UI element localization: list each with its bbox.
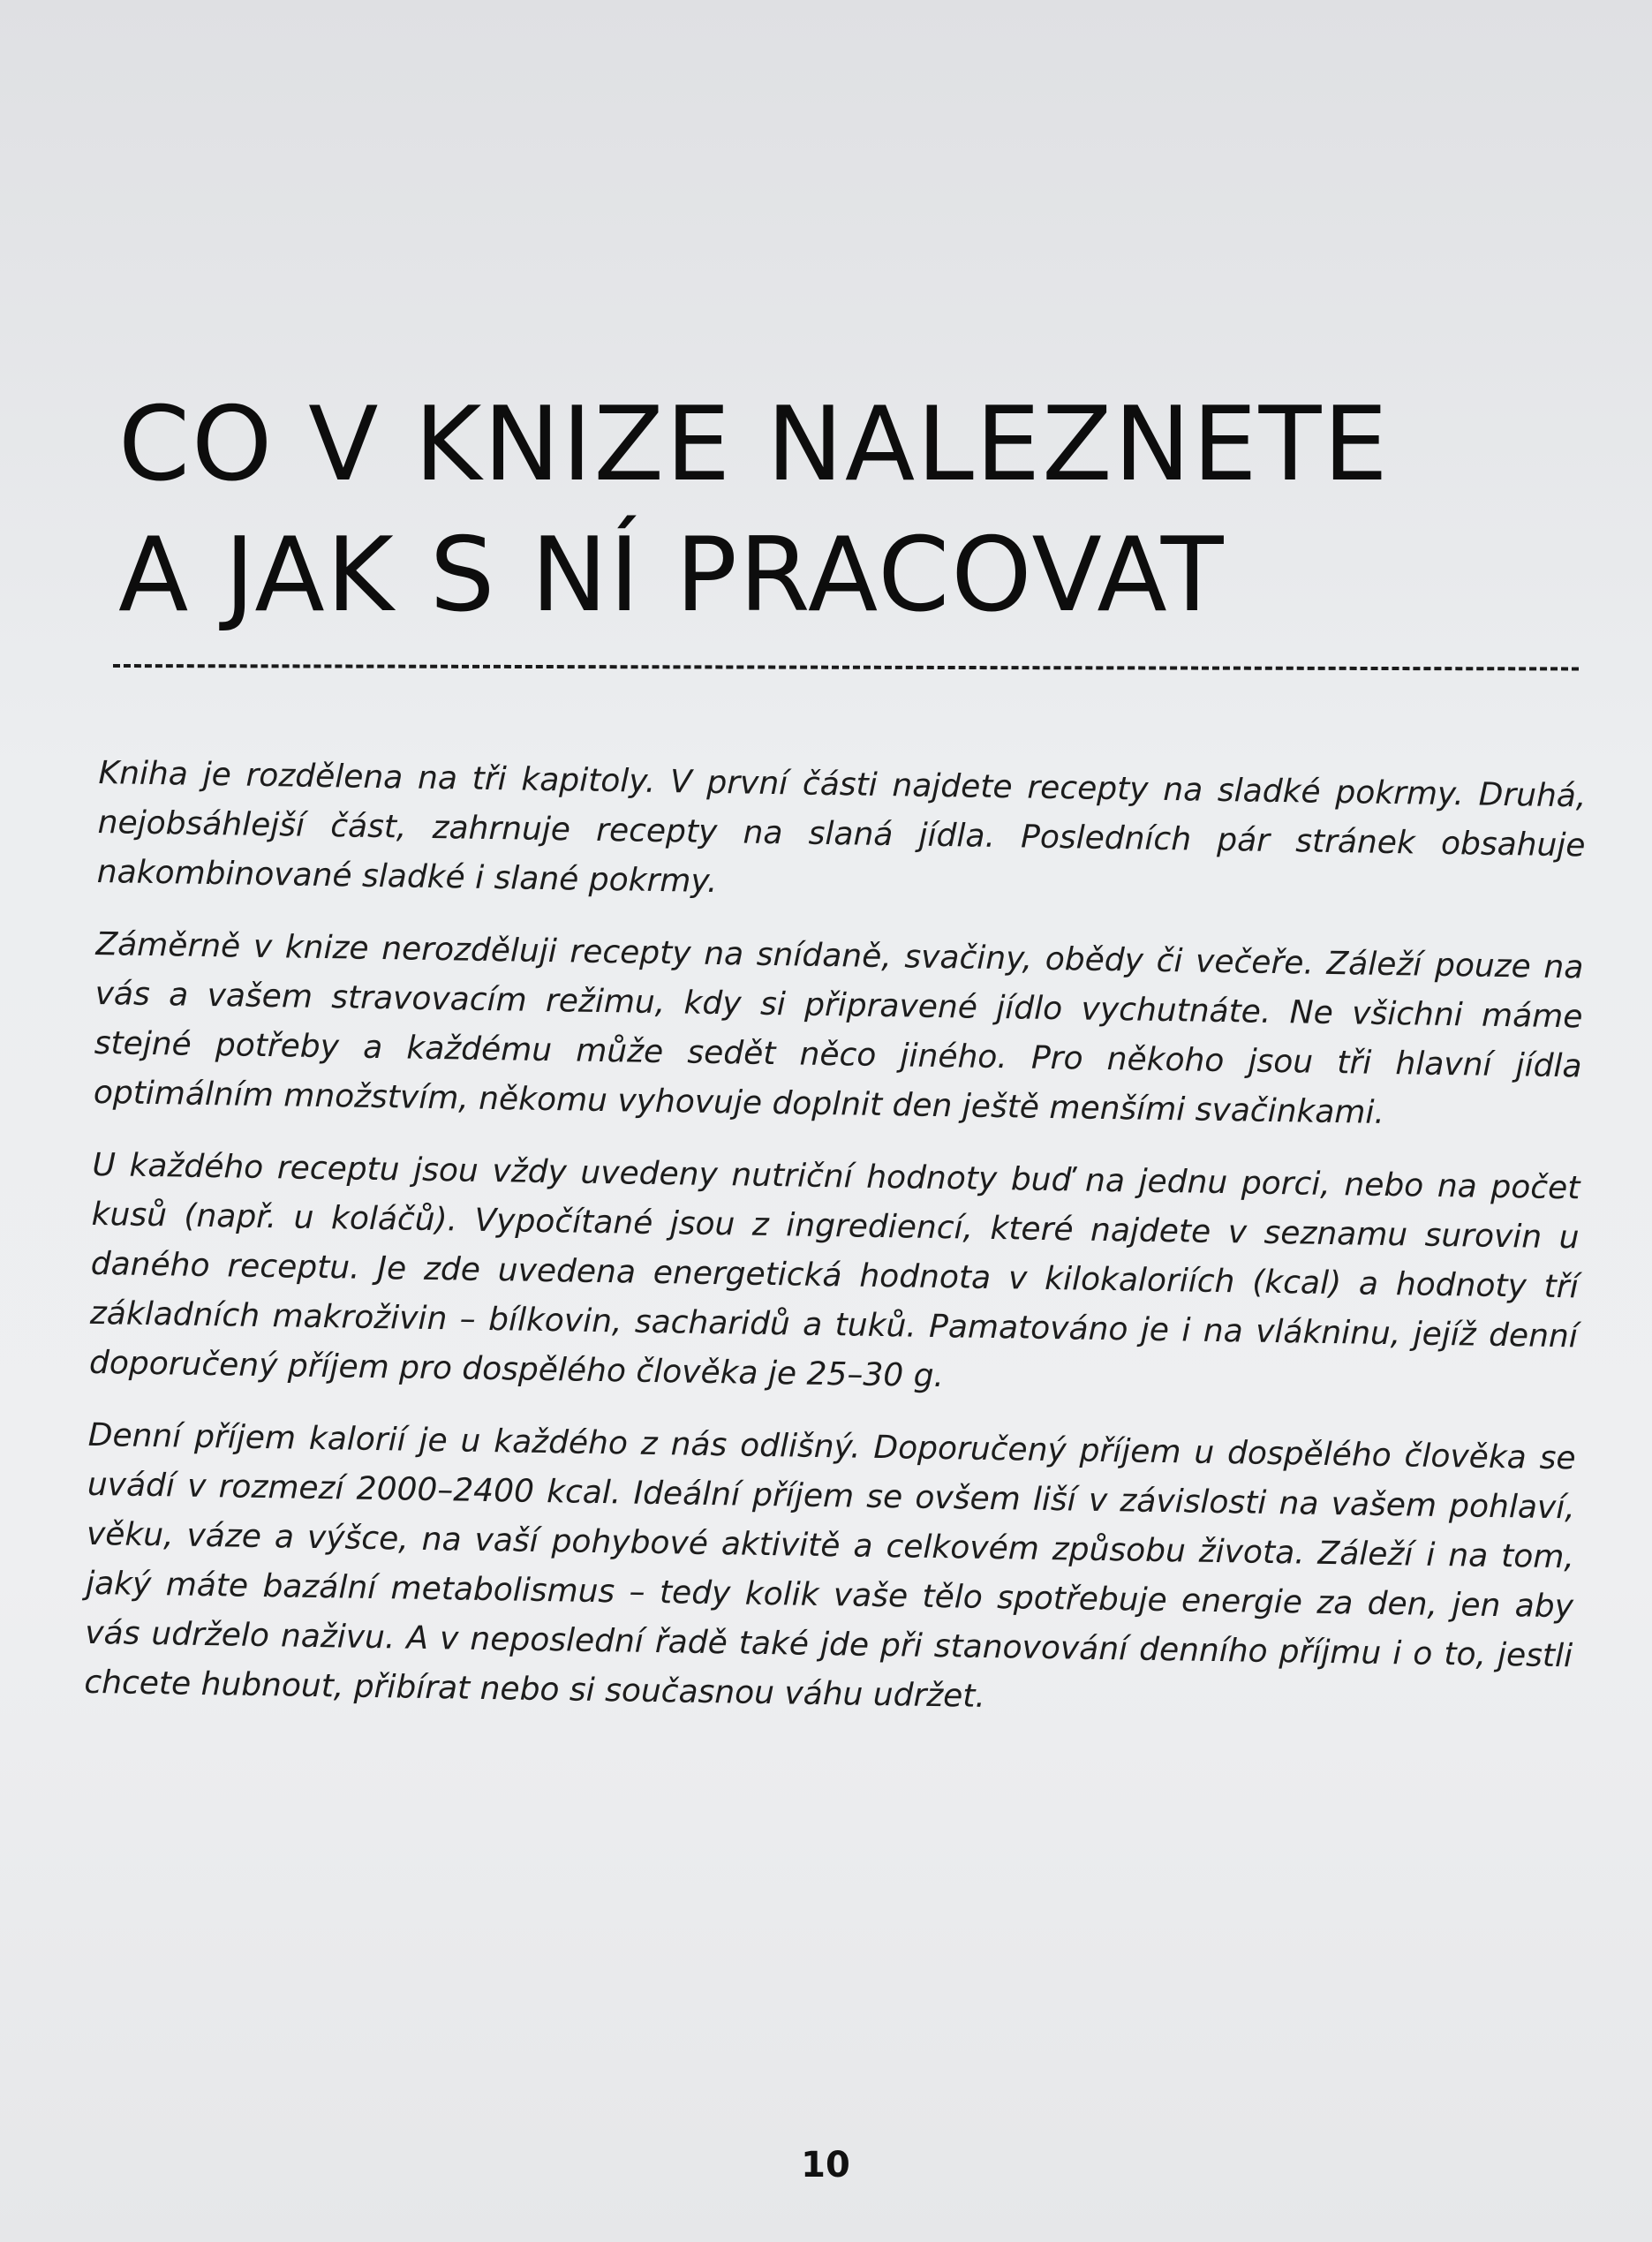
paragraph-calories: Denní příjem kalorií je u každého z nás odlišný. Doporučený příjem u dospělého člověka se uvádí v rozmezí 2000–2400 kcal. Ideální příjem se ovšem liší v závislosti na vašem pohlaví, věku, váze a výšce, na vaší pohybové aktivitě a celkovém způsobu života. Záleží i na tom, jaký máte bazální metabolismus – tedy kolik vaše tělo spotřebuje energie za den, jen aby vás udrželo naživu. A v neposlední řadě také jde při stanovování denního příjmu i o to, jestli chcete hubnout, přibírat nebo si současnou váhu udržet. xyxy=(84,1416,1576,1715)
page-number: 10 xyxy=(801,2145,850,2185)
paragraph-nutrition: U každého receptu jsou vždy uvedeny nutriční hodnoty buď na jednu porci, nebo na počet kusů (např. u koláčů). Vypočítané jsou z ingrediencí, které najdete v seznamu surovin u daného receptu. Je zde uvedena energetická hodnota v kilokaloriích (kcal) a hodnoty tří základních makroživin – bílkovin, sacharidů a tuků. Pamatováno je i na vlákninu, jejíž denní doporučený příjem pro dospělého člověka je 25–30 g. xyxy=(88,1146,1580,1395)
dashed-divider xyxy=(113,664,1579,670)
page-title xyxy=(118,380,1549,641)
page-title-line-2: A JAK S NÍ PRACOVAT xyxy=(118,516,1226,635)
paragraph-chapters: Kniha je rozdělena na tři kapitoly. V první části najdete recepty na sladké pokrmy. Druhá, nejobsáhlejší část, zahrnuje recepty na slaná jídla. Posledních pár stránek obsahuje nakombinované sladké i slané pokrmy. xyxy=(96,754,1587,901)
body-text xyxy=(84,749,1587,1754)
paragraph-meals: Záměrně v knize nerozděluji recepty na snídaně, svačiny, obědy či večeře. Záleží pouze na vás a vašem stravovacím režimu, kdy si připravené jídlo vychutnáte. Ne všichni máme stejné potřeby a každému může sedět něco jiného. Pro někoho jsou tři hlavní jídla optimálním množstvím, někomu vyhovuje doplnit den ještě menšími svačinkami. xyxy=(93,925,1584,1131)
page-title-line-1: CO V KNIZE NALEZNETE xyxy=(118,385,1390,504)
